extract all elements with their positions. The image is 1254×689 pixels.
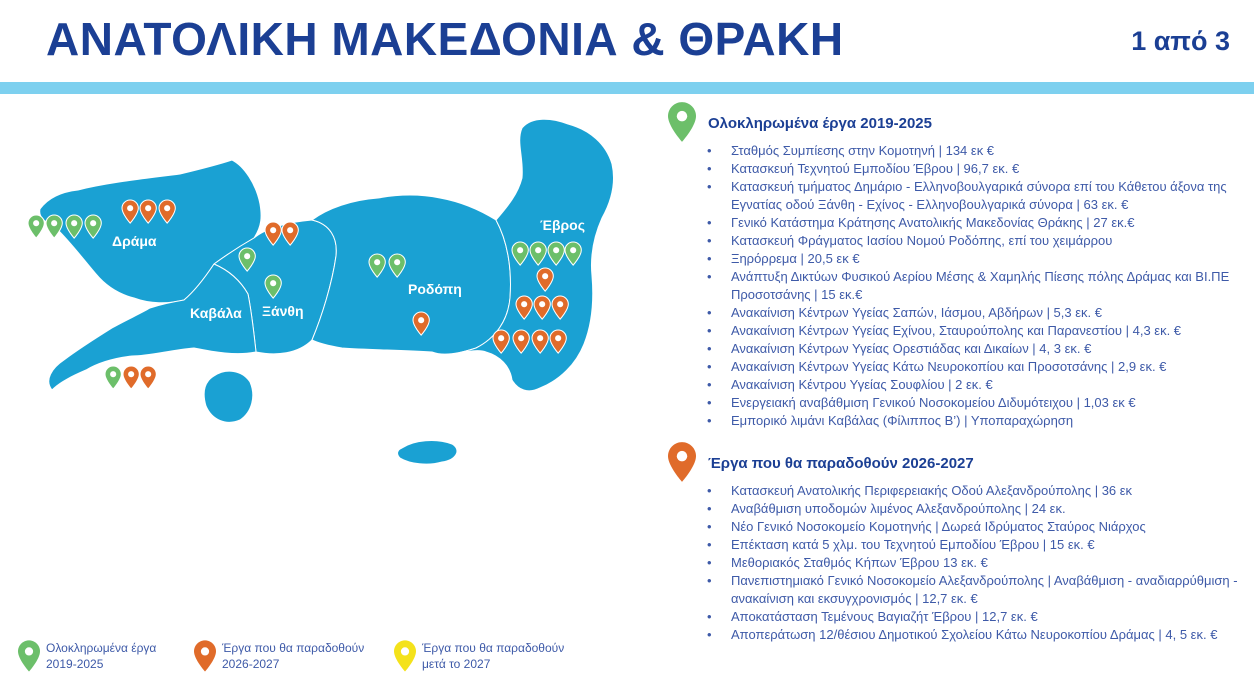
list-item: • Ξηρόρρεμα | 20,5 εκ € bbox=[707, 250, 1254, 268]
region-label-evros: Έβρος bbox=[540, 217, 585, 233]
list-item: • Ανακαίνιση Κέντρου Υγείας Σουφλίου | 2 εκ. € bbox=[707, 376, 1254, 394]
list-item: • Κατασκευή τμήματος Δημάριο - Ελληνοβουλγαρικά σύνορα επί του Κάθετου άξονα της Εγνατίας οδού Ξάνθη - Εχίνος - Ελληνοβουλγαρικά σύνορα | 63 εκ. € bbox=[707, 178, 1254, 214]
region-label-xanthi: Ξάνθη bbox=[262, 303, 304, 319]
map-pin-icon bbox=[46, 215, 62, 238]
legend-item-completed bbox=[18, 640, 156, 677]
list-item: • Νέο Γενικό Νοσοκομείο Κομοτηνής | Δωρεά Ιδρύματος Σταύρος Νιάρχος bbox=[707, 518, 1254, 536]
completed-projects-title: Ολοκληρωμένα έργα 2019-2025 bbox=[708, 115, 932, 132]
page-indicator: 1 από 3 bbox=[1131, 26, 1230, 56]
list-item: • Κατασκευή Φράγματος Ιασίου Νομού Ροδόπης, επί του χειμάρρου bbox=[707, 232, 1254, 250]
list-item: • Ανακαίνιση Κέντρων Υγείας Σαπών, Ιάσμου, Αβδήρων | 5,3 εκ. € bbox=[707, 304, 1254, 322]
map-pin-icon bbox=[140, 366, 156, 389]
header-divider-band bbox=[0, 82, 1254, 94]
map-pin-icon bbox=[194, 640, 216, 677]
list-item: • Αποκατάσταση Τεμένους Βαγιαζήτ Έβρου | 12,7 εκ. € bbox=[707, 608, 1254, 626]
list-item: • Ανάπτυξη Δικτύων Φυσικού Αερίου Μέσης & Χαμηλής Πίεσης πόλης Δράμας και ΒΙ.ΠΕ Προσοτσάνης | 15 εκ.€ bbox=[707, 268, 1254, 304]
map-pin-icon bbox=[394, 640, 416, 677]
list-item: • Εμπορικό λιμάνι Καβάλας (Φίλιππος Β’) | Υποπαραχώρηση bbox=[707, 412, 1254, 430]
legend-item-2026-2027 bbox=[194, 640, 364, 677]
region-label-kavala: Καβάλα bbox=[190, 305, 242, 321]
list-item: • Γενικό Κατάστημα Κράτησης Ανατολικής Μακεδονίας Θράκης | 27 εκ.€ bbox=[707, 214, 1254, 232]
map-pin-icon bbox=[668, 442, 696, 487]
map-pin-icon bbox=[105, 366, 121, 389]
legend-label: Ολοκληρωμένα έργα 2019-2025 bbox=[46, 641, 157, 671]
list-item: • Κατασκευή Ανατολικής Περιφερειακής Οδού Αλεξανδρούπολης | 36 εκ bbox=[707, 482, 1254, 500]
legend-label: Έργα που θα παραδοθούν 2026-2027 bbox=[222, 641, 365, 671]
list-item: • Ανακαίνιση Κέντρων Υγείας Εχίνου, Σταυρούπολης και Παρανεστίου | 4,3 εκ. € bbox=[707, 322, 1254, 340]
island-thasos bbox=[204, 371, 253, 422]
list-item: • Αποπεράτωση 12/θέσιου Δημοτικού Σχολείου Κάτω Νευροκοπίου Δράμας | 4, 5 εκ. € bbox=[707, 626, 1254, 644]
completed-projects-list bbox=[668, 142, 1254, 430]
list-item: • Σταθμός Συμπίεσης στην Κομοτηνή | 134 εκ € bbox=[707, 142, 1254, 160]
list-item: • Πανεπιστημιακό Γενικό Νοσοκομείο Αλεξανδρούπολης | Αναβάθμιση - αναδιαρρύθμιση - ανακαίνιση και εκσυγχρονισμός | 12,7 εκ. € bbox=[707, 572, 1254, 608]
island-samothraki bbox=[398, 441, 457, 465]
completed-projects-section bbox=[668, 102, 1254, 430]
map-pin-icon bbox=[18, 640, 40, 677]
upcoming-projects-list bbox=[668, 482, 1254, 644]
region-rhodope bbox=[312, 195, 510, 354]
list-item: • Ανακαίνιση Κέντρων Υγείας Ορεστιάδας και Δικαίων | 4, 3 εκ. € bbox=[707, 340, 1254, 358]
page-title: ΑΝΑΤΟΛΙΚΗ ΜΑΚΕΔΟΝΙΑ & ΘΡΑΚΗ bbox=[46, 13, 844, 65]
list-item: • Κατασκευή Τεχνητού Εμποδίου Έβρου | 96,7 εκ. € bbox=[707, 160, 1254, 178]
region-label-drama: Δράμα bbox=[112, 233, 157, 249]
map-pin-icon bbox=[668, 102, 696, 147]
region-map bbox=[0, 94, 640, 594]
list-item: • Αναβάθμιση υποδομών λιμένος Αλεξανδρούπολης | 24 εκ. bbox=[707, 500, 1254, 518]
map-pin-icon bbox=[123, 366, 139, 389]
upcoming-projects-title: Έργα που θα παραδοθούν 2026-2027 bbox=[708, 455, 974, 472]
list-item: • Ενεργειακή αναβάθμιση Γενικού Νοσοκομείου Διδυμότειχου | 1,03 εκ € bbox=[707, 394, 1254, 412]
region-label-rhodope: Ροδόπη bbox=[408, 281, 462, 297]
list-item: • Επέκταση κατά 5 χλμ. του Τεχνητού Εμποδίου Έβρου | 15 εκ. € bbox=[707, 536, 1254, 554]
list-item: • Ανακαίνιση Κέντρων Υγείας Κάτω Νευροκοπίου και Προσοτσάνης | 2,9 εκ. € bbox=[707, 358, 1254, 376]
list-item: • Μεθοριακός Σταθμός Κήπων Έβρου 13 εκ. € bbox=[707, 554, 1254, 572]
upcoming-projects-section bbox=[668, 442, 1254, 644]
legend-item-after-2027 bbox=[394, 640, 564, 677]
legend-label: Έργα που θα παραδοθούν μετά το 2027 bbox=[422, 641, 565, 671]
map-pin-icon bbox=[28, 215, 44, 238]
